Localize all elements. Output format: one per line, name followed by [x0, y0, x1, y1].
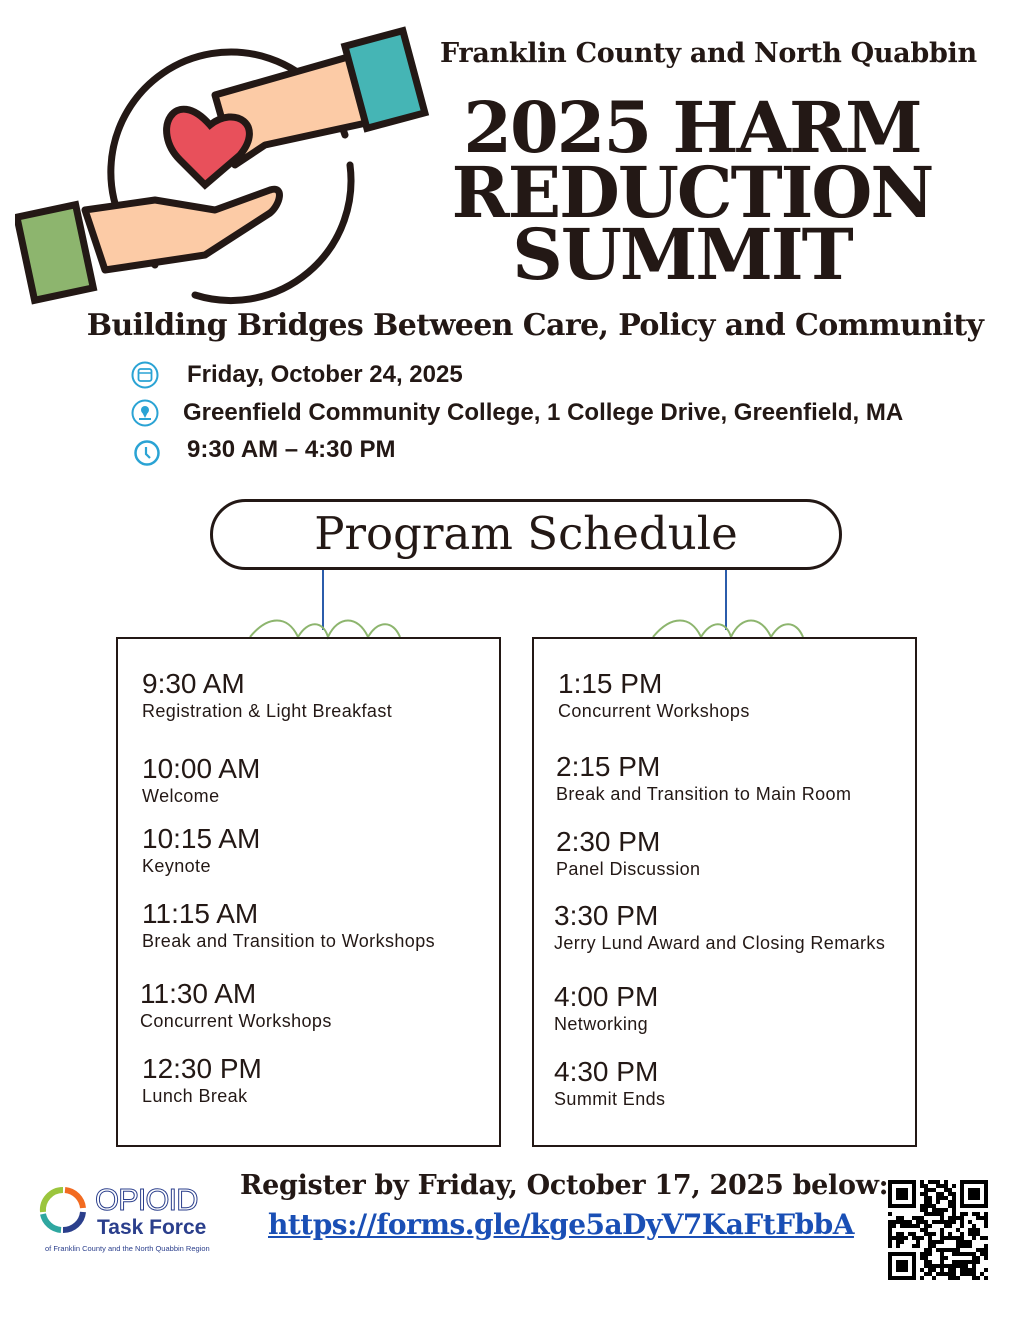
clock-icon [133, 439, 161, 467]
schedule-description: Lunch Break [142, 1086, 248, 1106]
schedule-time: 9:30 AM [142, 668, 245, 699]
schedule-description: Welcome [142, 786, 220, 806]
schedule-time: 11:30 AM [140, 978, 257, 1009]
schedule-time: 10:00 AM [142, 753, 261, 784]
logo-word-taskforce: Task Force [97, 1216, 207, 1239]
organizer-heading: Franklin County and North Quabbin [440, 38, 977, 69]
event-date: Friday, October 24, 2025 [187, 361, 463, 388]
schedule-item [142, 1054, 262, 1107]
schedule-time: 3:30 PM [554, 900, 659, 931]
subtitle: Building Bridges Between Care, Policy and Community [86, 308, 984, 343]
schedule-time: 12:30 PM [142, 1053, 262, 1084]
schedule-item [142, 754, 260, 807]
schedule-description: Break and Transition to Workshops [142, 931, 436, 951]
schedule-description: Concurrent Workshops [558, 701, 750, 721]
schedule-item [558, 669, 750, 722]
schedule-description: Panel Discussion [556, 859, 701, 879]
schedule-item [556, 752, 851, 805]
event-time: 9:30 AM – 4:30 PM [187, 436, 396, 463]
schedule-item [554, 1057, 665, 1110]
schedule-time: 2:15 PM [556, 751, 661, 782]
qr-code[interactable] [888, 1180, 988, 1280]
opioid-task-force-logo [35, 1180, 215, 1255]
schedule-description: Jerry Lund Award and Closing Remarks [554, 933, 886, 953]
schedule-time: 4:00 PM [554, 981, 659, 1012]
schedule-description: Concurrent Workshops [140, 1011, 332, 1031]
schedule-description: Networking [554, 1014, 649, 1034]
schedule-description: Summit Ends [554, 1089, 666, 1109]
schedule-item [554, 982, 658, 1035]
logo-word-opioid: OPIOID [95, 1182, 198, 1217]
hands-heart-illustration [15, 25, 435, 305]
logo-tagline: of Franklin County and the North Quabbin Region [45, 1244, 210, 1253]
schedule-description: Break and Transition to Main Room [556, 784, 852, 804]
title-line-1: 2025 HARM [463, 86, 921, 169]
event-location: Greenfield Community College, 1 College Drive, Greenfield, MA [183, 399, 904, 426]
registration-link[interactable]: https://forms.gle/kge5aDyV7KaFtFbbA [268, 1208, 854, 1241]
schedule-time: 4:30 PM [554, 1056, 659, 1087]
schedule-time: 10:15 AM [142, 823, 261, 854]
title-line-3: SUMMIT [512, 213, 852, 296]
location-pin-icon [131, 399, 159, 427]
schedule-time: 2:30 PM [556, 826, 661, 857]
schedule-item [140, 979, 332, 1032]
schedule-item [556, 827, 700, 880]
schedule-time: 11:15 AM [142, 898, 259, 929]
schedule-time: 1:15 PM [558, 668, 663, 699]
title-line-2: REDUCTION [451, 151, 933, 234]
program-schedule-heading: Program Schedule [210, 499, 842, 570]
schedule-item [142, 824, 260, 877]
logo-ring-icon [35, 1182, 91, 1238]
schedule-item [142, 669, 392, 722]
schedule-afternoon-box [532, 637, 917, 1147]
schedule-description: Keynote [142, 856, 211, 876]
calendar-icon [131, 361, 159, 389]
schedule-item [142, 899, 435, 952]
register-deadline: Register by Friday, October 17, 2025 below: [240, 1170, 889, 1201]
schedule-item [554, 901, 885, 954]
schedule-description: Registration & Light Breakfast [142, 701, 393, 721]
schedule-morning-box [116, 637, 501, 1147]
